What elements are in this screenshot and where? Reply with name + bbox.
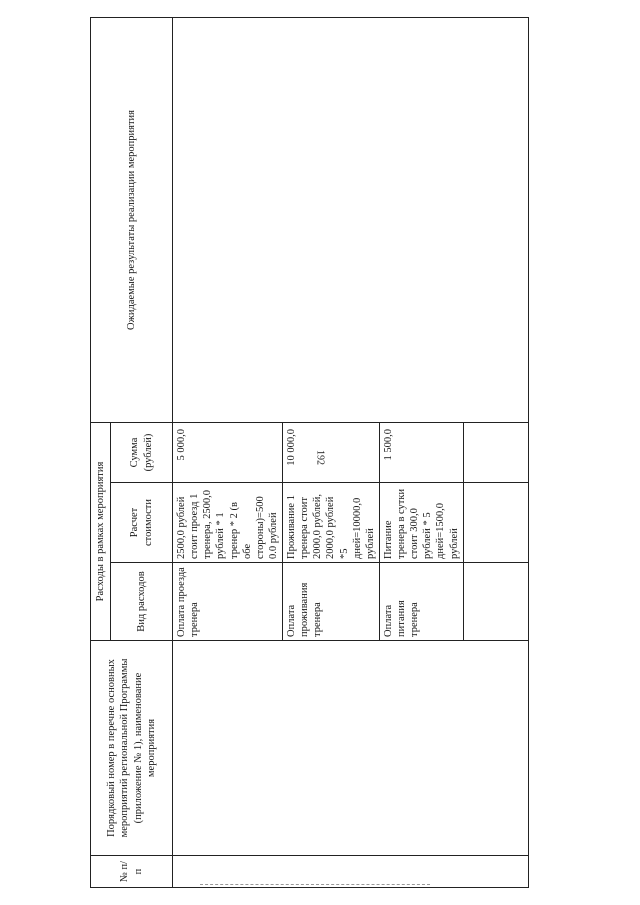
header-order: Порядковый номер в перечне основных мероприятий региональной Программы (приложение № 1), наименование мероприятия [91,641,173,856]
header-sum: Сумма (рублей) [111,423,173,483]
header-num: № п/п [91,856,173,888]
cell-sum: 5 000,0 [173,423,283,483]
cell-sum: 1 500,0 [379,423,463,483]
cell-calc: Питание тренера в сутки стоит 300,0 рублей * 5 дней=1500,0 рублей [379,483,463,563]
cell-type-empty [463,563,528,641]
header-result: Ожидаемые результаты реализации мероприятия [91,18,173,423]
cell-num [173,856,529,888]
expenses-table [90,17,529,888]
cell-type: Оплата питания тренера [379,563,463,641]
table-row [173,18,283,888]
footer-divider [200,884,430,885]
expenses-table-container [90,18,490,888]
cell-calc: 2500,0 рублей стоит проезд 1 тренера, 2500,0 рублей * 1 тренер * 2 (в обе стороны)=500 0.0 рублей [173,483,283,563]
header-calc: Расчет стоимости [111,483,173,563]
cell-type: Оплата проезда тренера [173,563,283,641]
cell-sum: 10 000,0 [283,423,380,483]
cell-type: Оплата проживания тренера [283,563,380,641]
header-row-group [91,18,111,888]
cell-order [173,641,529,856]
cell-calc: Проживание 1 тренера стоит 2000,0 рублей, 2000,0 рублей *5 дней=10000,0 рублей [283,483,380,563]
cell-calc-empty [463,483,528,563]
page-number: 192 [314,450,326,465]
cell-result [173,18,529,423]
header-type: Вид расходов [111,563,173,641]
cell-sum-empty [463,423,528,483]
header-expenses-group: Расходы в рамках мероприятия [91,423,111,641]
